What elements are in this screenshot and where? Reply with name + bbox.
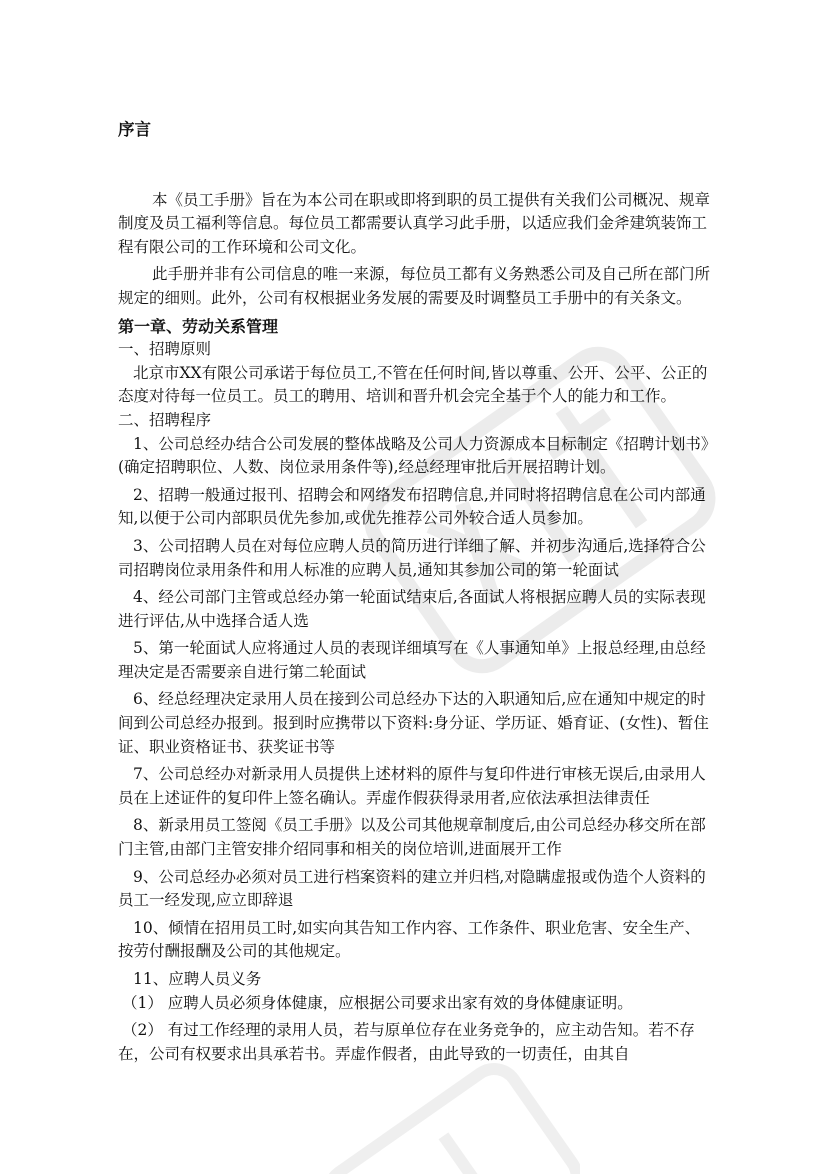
procedure-item: 7、公司总经办对新录用人员提供上述材料的原件与复印件进行审核无误后,由录用人员在上述证件的复印件上签名确认。弄虚作假获得录用者,应依法承担法律责任 <box>118 765 706 807</box>
section-title-applicant-obligations: 11、应聘人员义务 <box>133 970 262 988</box>
procedure-item: 6、经总经理决定录用人员在接到公司总经办下达的入职通知后,应在通知中规定的时间到公司总经办报到。报到时应携带以下资料:身分证、学历证、婚育证、(女性)、暂住证、职业资格证书、获奖证书等 <box>118 690 709 756</box>
procedure-item: 1、公司总经办结合公司发展的整体战略及公司人力资源成本目标制定《招聘计划书》(确定招聘职位、人数、岗位录用条件等),经总经理审批后开展招聘计划。 <box>118 434 709 477</box>
procedure-item: 5、第一轮面试人应将通过人员的表现详细填写在《人事通知单》上报总经理,由总经理决定是否需要亲自进行第二轮面试 <box>118 639 706 681</box>
procedure-item: 3、公司招聘人员在对每位应聘人员的简历进行详细了解、并初步沟通后,选择符合公司招聘岗位录用条件和用人标准的应聘人员,通知其参加公司的第一轮面试 <box>118 536 706 579</box>
procedure-item: 8、新录用员工签阅《员工手册》以及公司其他规章制度后,由公司总经办移交所在部门主管,由部门主管安排介绍同事和相关的岗位培训,进面展开工作 <box>118 816 706 859</box>
watermark-logo-bottom <box>320 1050 580 1174</box>
procedure-item: 10、倾情在招用员工时,如实向其告知工作内容、工作条件、职业危害、安全生产、按劳付酬报酬及公司的其他规定。 <box>118 918 701 961</box>
recruitment-principle-text: 北京市XX有限公司承诺于每位员工,不管在任何时间,皆以尊重、公开、公平、公正的态度对待每一位员工。员工的聘用、培训和晋升机会完全基于个人的能力和工作。 <box>118 363 708 406</box>
document-title: 序言 <box>118 120 151 139</box>
obligation-item: （1） 应聘人员必须身体健康，应根据公司要求出家有效的身体健康证明。 <box>122 993 633 1012</box>
intro-paragraph-2: 此手册并非有公司信息的唯一来源，每位员工都有义务熟悉公司及自己所在部门所规定的细则。此外，公司有权根据业务发展的需要及时调整员工手册中的有关条文。 <box>118 265 711 307</box>
document-body <box>118 118 712 1066</box>
procedure-item: 2、招聘一般通过报刊、招聘会和网络发布招聘信息,并同时将招聘信息在公司内部通知,以便于公司内部职员优先参加,或优先推荐公司外较合适人员参加。 <box>118 485 706 528</box>
section-title-recruitment-principle: 一、招聘原则 <box>118 340 212 359</box>
procedure-item: 4、经公司部门主管或总经办第一轮面试结束后,各面试人将根据应聘人员的实际表现进行评估,从中选择合适人选 <box>118 588 706 630</box>
procedure-item: 9、公司总经办必须对员工进行档案资料的建立并归档,对隐瞒虚报或伪造个人资料的员工一经发现,应立即辞退 <box>118 867 706 910</box>
intro-paragraph-1: 本《员工手册》旨在为本公司在职或即将到职的员工提供有关我们公司概况、规章制度及员工福利等信息。每位员工都需要认真学习此手册，以适应我们金斧建筑装饰工程有限公司的工作环境和公司文化。 <box>118 190 711 256</box>
chapter-title: 第一章、劳动关系管理 <box>118 316 279 336</box>
section-title-recruitment-procedure: 二、招聘程序 <box>118 410 212 429</box>
obligation-item: （2） 有过工作经理的录用人员，若与原单位存在业务竞争的，应主动告知。若不存在，公司有权要求出具承若书。弄虚作假者，由此导致的一切责任，由其自 <box>118 1021 695 1063</box>
